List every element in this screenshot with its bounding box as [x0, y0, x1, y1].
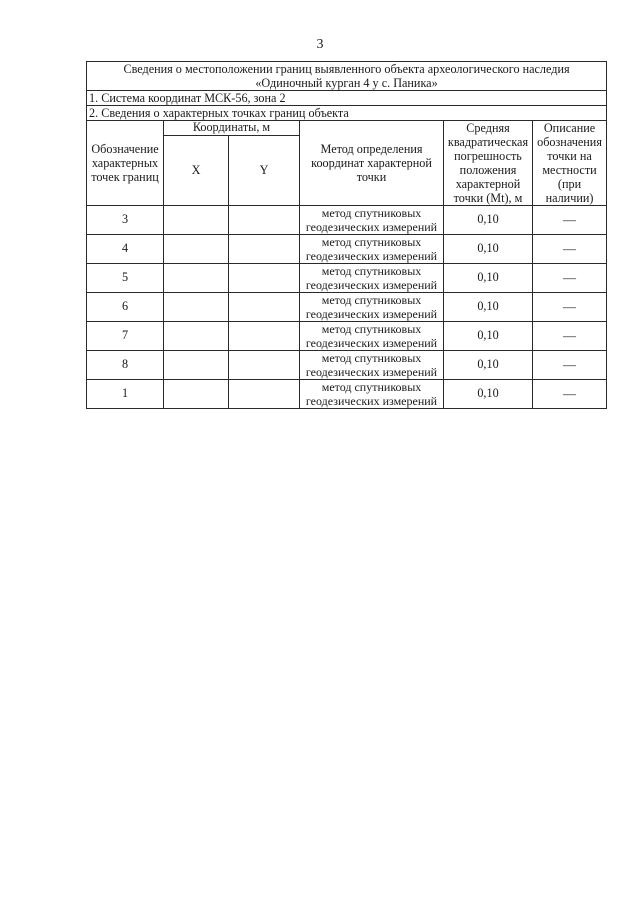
method-line: метод спутниковых: [321, 206, 422, 220]
header-method: Метод определения координат характерной точки: [300, 121, 444, 206]
y-coordinate-cell: [229, 293, 300, 322]
error-cell: 0,10: [444, 235, 533, 264]
description-cell: —: [533, 293, 607, 322]
description-cell: —: [533, 351, 607, 380]
method-cell: [300, 293, 444, 322]
point-number-cell: 7: [87, 322, 164, 351]
point-number-cell: 1: [87, 380, 164, 409]
x-coordinate-cell: [164, 264, 229, 293]
y-coordinate-cell: [229, 380, 300, 409]
boundary-points-table: [86, 61, 607, 409]
table-row: [87, 206, 607, 235]
header-error: Средняя квадратическая погрешность положения характерной точки (Mt), м: [444, 121, 533, 206]
method-cell: [300, 322, 444, 351]
description-cell: —: [533, 235, 607, 264]
header-y: Y: [229, 136, 300, 206]
method-line: метод спутниковых: [321, 322, 422, 336]
method-cell: [300, 206, 444, 235]
coordinate-system: 1. Система координат МСК-56, зона 2: [87, 91, 607, 106]
method-line: метод спутниковых: [321, 264, 422, 278]
description-cell: —: [533, 206, 607, 235]
error-cell: 0,10: [444, 351, 533, 380]
table-title: [87, 62, 607, 91]
method-cell: [300, 264, 444, 293]
table-title-line-1: Сведения о местоположении границ выявленного объекта археологического наследия: [123, 62, 570, 76]
table-row: [87, 351, 607, 380]
y-coordinate-cell: [229, 235, 300, 264]
y-coordinate-cell: [229, 206, 300, 235]
x-coordinate-cell: [164, 351, 229, 380]
x-coordinate-cell: [164, 380, 229, 409]
x-coordinate-cell: [164, 293, 229, 322]
section-heading: 2. Сведения о характерных точках границ объекта: [87, 106, 607, 121]
method-line: геодезических измерений: [305, 336, 438, 350]
method-line: геодезических измерений: [305, 307, 438, 321]
table-row: [87, 235, 607, 264]
header-coordinates: Координаты, м: [164, 121, 300, 136]
error-cell: 0,10: [444, 380, 533, 409]
point-number-cell: 8: [87, 351, 164, 380]
method-line: геодезических измерений: [305, 249, 438, 263]
header-description: Описание обозначения точки на местности (при наличии): [533, 121, 607, 206]
point-number-cell: 4: [87, 235, 164, 264]
method-cell: [300, 351, 444, 380]
method-line: метод спутниковых: [321, 351, 422, 365]
error-cell: 0,10: [444, 206, 533, 235]
description-cell: —: [533, 322, 607, 351]
description-cell: —: [533, 380, 607, 409]
page-number: 3: [316, 37, 324, 52]
x-coordinate-cell: [164, 322, 229, 351]
table-row: [87, 264, 607, 293]
x-coordinate-cell: [164, 235, 229, 264]
y-coordinate-cell: [229, 351, 300, 380]
method-line: геодезических измерений: [305, 365, 438, 379]
method-line: метод спутниковых: [321, 235, 422, 249]
method-line: метод спутниковых: [321, 380, 422, 394]
method-line: геодезических измерений: [305, 394, 438, 408]
point-number-cell: 3: [87, 206, 164, 235]
error-cell: 0,10: [444, 322, 533, 351]
method-cell: [300, 380, 444, 409]
x-coordinate-cell: [164, 206, 229, 235]
method-line: метод спутниковых: [321, 293, 422, 307]
point-number-cell: 6: [87, 293, 164, 322]
error-cell: 0,10: [444, 264, 533, 293]
point-number-cell: 5: [87, 264, 164, 293]
method-line: геодезических измерений: [305, 220, 438, 234]
description-cell: —: [533, 264, 607, 293]
y-coordinate-cell: [229, 264, 300, 293]
error-cell: 0,10: [444, 293, 533, 322]
header-x: X: [164, 136, 229, 206]
table-title-line-2: «Одиночный курган 4 у с. Паника»: [255, 76, 438, 90]
y-coordinate-cell: [229, 322, 300, 351]
method-line: геодезических измерений: [305, 278, 438, 292]
table-row: [87, 380, 607, 409]
method-cell: [300, 235, 444, 264]
header-designation: Обозначение характерных точек границ: [87, 121, 164, 206]
table-row: [87, 293, 607, 322]
table-row: [87, 322, 607, 351]
